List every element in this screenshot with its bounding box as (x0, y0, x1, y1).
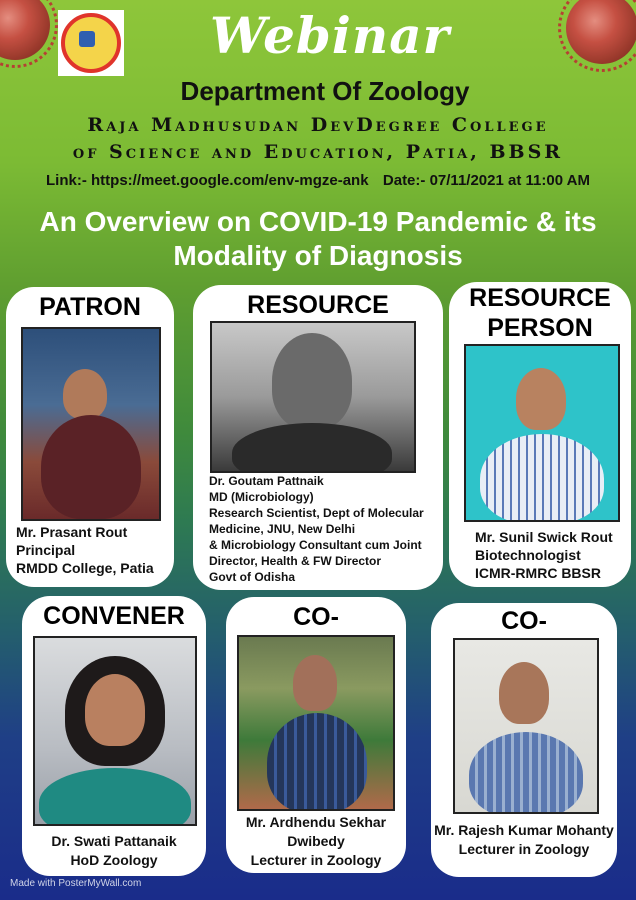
meeting-info (0, 172, 636, 189)
resource-person-2-name: Mr. Sunil Swick Rout (475, 529, 613, 545)
resource-person-1-role: RESOURCE (247, 291, 389, 319)
college-name-line1: Raja Madhusudan DevDegree College (87, 114, 549, 136)
co-convener-card-2 (431, 603, 617, 877)
patron-role: PATRON (39, 293, 141, 321)
topic-line2: Modality of Diagnosis (173, 240, 463, 271)
convener-card (22, 596, 206, 876)
convener-title: HoD Zoology (70, 852, 158, 868)
co-convener-2-photo (453, 638, 599, 814)
convener-name: Dr. Swati Pattanaik (51, 833, 177, 849)
college-emblem-icon (61, 13, 121, 73)
co-convener-1-photo (237, 635, 395, 811)
link-label: Link:- (46, 172, 87, 189)
resource-person-1-line3: Research Scientist, Dept of Molecular (209, 506, 424, 520)
date-label: Date:- (382, 172, 426, 189)
patron-org: RMDD College, Patia (16, 560, 154, 576)
resource-person-card-1 (193, 285, 443, 590)
resource-person-2-role-line1: RESOURCE (469, 284, 611, 312)
webinar-topic (0, 205, 636, 273)
patron-card (6, 287, 174, 587)
college-logo (58, 10, 124, 76)
topic-line1: An Overview on COVID-19 Pandemic & its (39, 206, 597, 237)
patron-title: Principal (16, 542, 76, 558)
resource-person-1-line5: & Microbiology Consultant cum Joint (209, 538, 422, 552)
resource-person-1-line6: Director, Health & FW Director (209, 554, 382, 568)
resource-person-1-line7: Govt of Odisha (209, 570, 296, 584)
resource-person-1-name: Dr. Goutam Pattnaik (209, 474, 324, 488)
resource-person-1-photo (210, 321, 416, 473)
watermark: Made with PosterMyWall.com (10, 878, 142, 889)
department-name: Department Of Zoology (180, 76, 470, 106)
date-value: 07/11/2021 at 11:00 AM (429, 172, 590, 189)
webinar-title: Webinar (210, 6, 450, 65)
co-convener-2-title: Lecturer in Zoology (458, 841, 590, 857)
co-convener-1-name-line2: Dwibedy (287, 833, 345, 849)
patron-photo (21, 327, 161, 521)
co-convener-1-name: Mr. Ardhendu Sekhar (245, 814, 387, 830)
resource-person-1-line4: Medicine, JNU, New Delhi (209, 522, 356, 536)
resource-person-card-2 (449, 282, 631, 587)
convener-photo (33, 636, 197, 826)
resource-person-2-role-line2: PERSON (487, 314, 593, 342)
resource-person-2-title: Biotechnologist (475, 547, 581, 563)
patron-name: Mr. Prasant Rout (16, 524, 128, 540)
virus-top-left-icon (0, 0, 50, 60)
college-name-line2: of Science and Education, Patia, BBSR (72, 141, 564, 163)
co-convener-2-role: CO- (501, 607, 547, 635)
meeting-link[interactable]: https://meet.google.com/env-mgze-ank (91, 172, 369, 189)
convener-role: CONVENER (43, 602, 185, 630)
co-convener-1-role: CO- (293, 603, 339, 631)
resource-person-2-photo (464, 344, 620, 522)
co-convener-2-name: Mr. Rajesh Kumar Mohanty (434, 822, 614, 838)
virus-top-right-icon (566, 0, 636, 64)
co-convener-1-title: Lecturer in Zoology (250, 852, 382, 868)
co-convener-card-1 (226, 597, 406, 873)
resource-person-1-degree: MD (Microbiology) (209, 490, 314, 504)
resource-person-2-org: ICMR-RMRC BBSR (475, 565, 601, 581)
